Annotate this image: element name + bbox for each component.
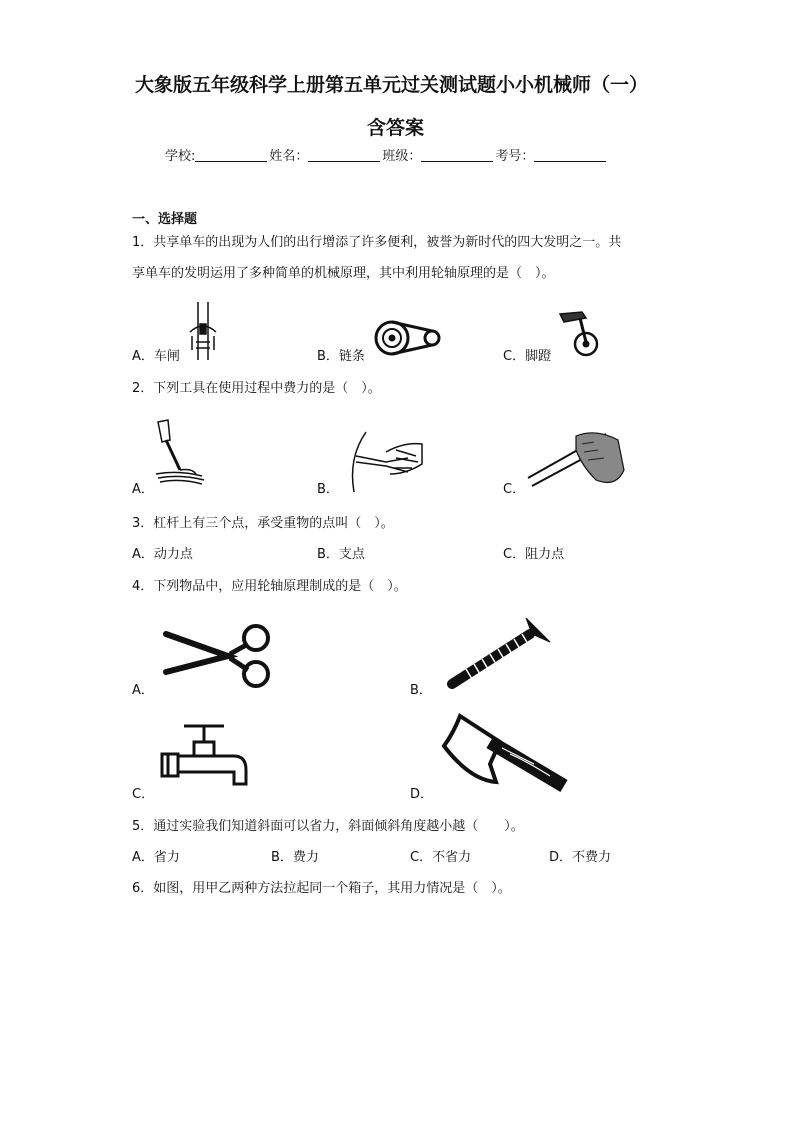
- crowbar-nail-icon: [154, 418, 206, 488]
- bike-brake-icon: [186, 302, 220, 362]
- q1-text-line1: 1．共享单车的出现为人们的出行增添了许多便利，被誉为新时代的四大发明之一。共: [132, 235, 622, 250]
- q3-option-a[interactable]: A．动力点: [132, 547, 193, 562]
- bike-chain-icon: [374, 320, 444, 356]
- q4-text: 4．下列物品中，应用轮轴原理制成的是（ ）。: [132, 579, 407, 594]
- q6-text: 6．如图，用甲乙两种方法拉起同一个箱子，其用力情况是（ ）。: [132, 881, 511, 896]
- q2-option-a[interactable]: A．: [132, 482, 154, 497]
- q3-option-c[interactable]: C．阻力点: [503, 547, 565, 562]
- info-fields: [165, 145, 608, 164]
- q5-option-b[interactable]: B．费力: [271, 850, 319, 865]
- pliers-hand-icon: [346, 428, 426, 492]
- name-input[interactable]: [308, 149, 380, 162]
- q4-option-b[interactable]: B．: [410, 683, 432, 698]
- school-input[interactable]: [195, 149, 267, 162]
- q1-text-line2: 享单车的发明运用了多种简单的机械原理，其中利用轮轴原理的是（ ）。: [132, 266, 555, 281]
- axe-icon: [440, 712, 568, 792]
- name-label: 姓名：: [269, 149, 309, 164]
- page-title: 大象版五年级科学上册第五单元过关测试题小小机械师（一）: [135, 74, 649, 96]
- q5-option-a[interactable]: A．省力: [132, 850, 180, 865]
- q3-option-b[interactable]: B．支点: [317, 547, 365, 562]
- school-label: 学校:: [165, 149, 196, 164]
- scissors-icon: [158, 620, 272, 692]
- q5-option-c[interactable]: C．不省力: [410, 850, 472, 865]
- q4-option-d[interactable]: D．: [410, 787, 434, 802]
- pedal-icon: [556, 308, 602, 358]
- page-title-line2: 含答案: [367, 117, 425, 139]
- q5-text: 5．通过实验我们知道斜面可以省力，斜面倾斜角度越小越（ ）。: [132, 819, 524, 834]
- q3-text: 3．杠杆上有三个点，承受重物的点叫（ ）。: [132, 516, 394, 531]
- q2-option-c[interactable]: C．: [503, 482, 526, 497]
- q2-option-b[interactable]: B．: [317, 482, 339, 497]
- q1-option-c[interactable]: C．脚蹬: [503, 349, 552, 364]
- q4-option-c[interactable]: C．: [132, 787, 155, 802]
- chopsticks-hand-icon: [526, 430, 626, 488]
- screw-icon: [446, 612, 556, 690]
- faucet-icon: [158, 720, 250, 790]
- exam-no-label: 考号：: [495, 149, 535, 164]
- q5-option-d[interactable]: D．不费力: [549, 850, 612, 865]
- section-heading: 一、选择题: [132, 212, 198, 227]
- exam-no-input[interactable]: [534, 149, 606, 162]
- q1-option-b[interactable]: B．链条: [317, 349, 365, 364]
- q1-option-a[interactable]: A．车闸: [132, 349, 180, 364]
- class-label: 班级：: [382, 149, 422, 164]
- q2-text: 2．下列工具在使用过程中费力的是（ ）。: [132, 381, 381, 396]
- class-input[interactable]: [421, 149, 493, 162]
- q4-option-a[interactable]: A．: [132, 683, 154, 698]
